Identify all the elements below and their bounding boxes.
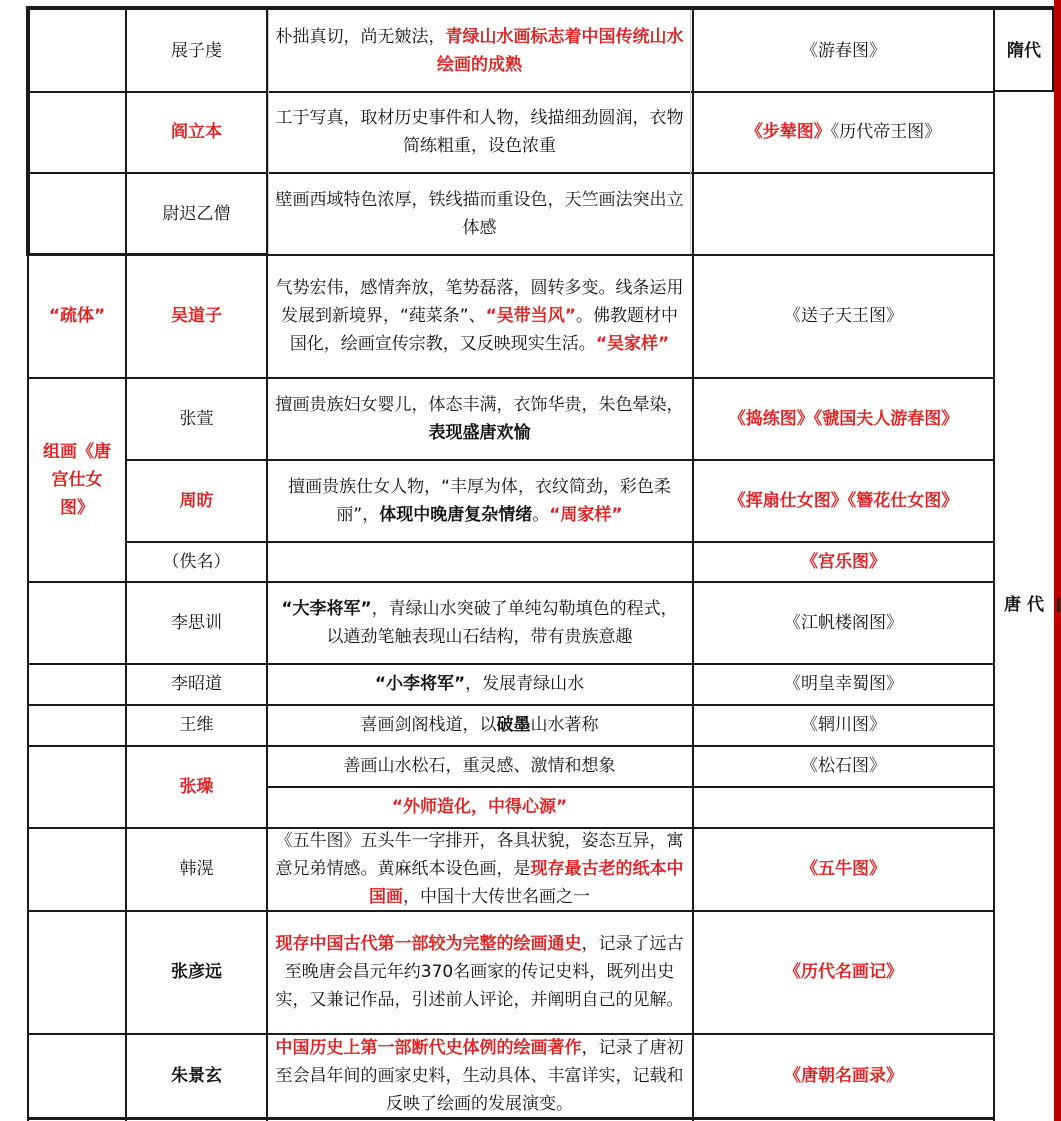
- rich-text: [784, 670, 903, 698]
- desc-zhangzao: [267, 746, 692, 786]
- text-segment: 《送子天王图》: [784, 306, 903, 326]
- col-divider: [993, 6, 995, 1121]
- artist-zhangxuan: 张萱: [127, 378, 266, 459]
- text-segment: 山水著称: [530, 715, 599, 735]
- text-segment: 现存中国古代第一部较为完整的绘画通史: [275, 934, 582, 954]
- text-segment: 善画山水松石，重灵感、激情和想象: [343, 756, 616, 776]
- artist-yanliben: 阎立本: [127, 92, 266, 172]
- desc-zhangxuan: [267, 378, 692, 459]
- works-wudaozi: [693, 255, 994, 377]
- text-segment: 《明皇幸蜀图》: [784, 674, 903, 694]
- works-hanhuang: [693, 828, 994, 910]
- left-border: [26, 6, 30, 256]
- rich-text: [746, 118, 942, 146]
- rich-text: [275, 104, 684, 160]
- works-zhanziqian: [693, 10, 994, 91]
- rich-text: [801, 711, 886, 739]
- text-segment: 《唐朝名画录》: [784, 1065, 903, 1086]
- left-border-lower: [27, 255, 29, 1121]
- row-divider: [995, 90, 1053, 92]
- rich-text: [729, 487, 959, 515]
- artist-wangwei: 王维: [127, 705, 266, 745]
- top-border: [28, 6, 1055, 10]
- rich-text: [375, 670, 584, 698]
- works-zhangyanyuan: [693, 911, 994, 1033]
- text-segment: 朴拙真切，尚无皴法，: [275, 26, 446, 47]
- desc-yuchiyiseng: [267, 173, 692, 254]
- text-segment: 壁画西域特色浓厚，铁线描而重设色，天竺画法突出立体感: [275, 189, 684, 238]
- dynasty-sui: 隋代: [995, 10, 1053, 91]
- text-segment: 破墨: [496, 715, 531, 735]
- red-edge-bar: [1054, 0, 1061, 1121]
- text-segment: 现存最古老的纸本中国画: [369, 859, 684, 907]
- col-divider: [692, 6, 694, 1121]
- rich-text: [344, 752, 616, 780]
- row-divider: [28, 1117, 995, 1120]
- rich-text: [784, 302, 903, 330]
- desc-zhoufang: [267, 460, 692, 541]
- text-segment: “周家样”: [549, 504, 623, 525]
- works-zhangzao-blank: [693, 787, 994, 827]
- group-cell-zhujingxuan: [28, 1034, 126, 1117]
- rich-text: [275, 595, 684, 651]
- text-segment: 工于写真，取材历史事件和人物，线描细劲圆润，衣物简练粗重，设色浓重: [275, 108, 684, 156]
- desc-wudaozi: [267, 255, 692, 377]
- rich-text: [275, 930, 684, 1014]
- text-segment: 《游春图》: [801, 40, 886, 61]
- group-cell-zhangyanyuan: [28, 911, 126, 1033]
- works-lisixun: [693, 582, 994, 663]
- text-segment: “小李将军”: [374, 674, 466, 694]
- row-divider: [28, 910, 995, 912]
- rich-text: [275, 1034, 684, 1118]
- text-segment: 《辋川图》: [801, 715, 886, 735]
- artist-lisixun: 李思训: [127, 582, 266, 663]
- works-zhangxuan: [693, 378, 994, 459]
- text-segment: 《松石图》: [801, 756, 886, 776]
- rich-text: [275, 274, 684, 358]
- works-lizhaodao: [693, 664, 994, 704]
- inner-shadow-line: [690, 10, 691, 254]
- rich-text: [392, 793, 567, 821]
- group-cell-row2: [28, 92, 126, 172]
- row-divider: [28, 1033, 995, 1035]
- row-divider: [28, 253, 268, 256]
- rich-text: [801, 855, 886, 883]
- text-segment: 中国历史上第一部断代史体例的绘画著作: [275, 1037, 582, 1058]
- text-segment: “大李将军”: [281, 598, 372, 619]
- group-tang-gongshi: 组画《唐宫仕女图》: [28, 378, 126, 581]
- desc-yanliben: [267, 92, 692, 172]
- text-segment: 《历代帝王图》: [830, 122, 942, 142]
- rich-text: [275, 186, 684, 242]
- artist-zhangzao: 张璪: [127, 746, 266, 827]
- group-cell-row1: [28, 10, 126, 91]
- artist-zhoufang: 周昉: [127, 460, 266, 541]
- text-segment: ，青绿山水突破了单纯勾勒填色的程式，以遒劲笔触表现山石结构，带有贵族意趣: [326, 598, 678, 647]
- text-segment: 气势宏伟，感情奔放，笔势磊落，圆转多变。线条运用发展到新境界，“莼菜条”、: [275, 278, 684, 326]
- rich-text: [275, 473, 684, 529]
- text-segment: 。佛教题材中国化，绘画宣传宗教，又反映现实生活。: [289, 306, 678, 354]
- text-segment: 青绿山水画标志着中国传统山水绘画的成熟: [437, 26, 684, 75]
- artist-zhujingxuan: 朱景玄: [127, 1034, 266, 1117]
- text-segment: 《宫乐图》: [801, 551, 886, 572]
- text-segment: 。: [532, 504, 550, 525]
- row-divider: [28, 827, 995, 829]
- text-segment: 《捣练图》《虢国夫人游春图》: [728, 408, 959, 429]
- desc-lisixun: [267, 582, 692, 663]
- works-wangwei: [693, 705, 994, 745]
- desc-anonymous: [267, 542, 692, 581]
- group-cell-wangwei: [28, 705, 126, 745]
- desc-lizhaodao: [267, 664, 692, 704]
- text-segment: 擅画贵族妇女婴儿，体态丰满，衣饰华贵，朱色晕染，: [275, 394, 684, 415]
- rich-text: [801, 37, 886, 65]
- rich-text: [275, 23, 684, 79]
- text-segment: ，发展青绿山水: [465, 674, 585, 694]
- rich-text: [729, 405, 959, 433]
- text-segment: 喜画剑阁栈道，以: [360, 715, 497, 735]
- row-divider: [28, 377, 995, 379]
- rich-text: [275, 391, 684, 447]
- col-divider: [125, 6, 127, 1121]
- text-segment: 《挥扇仕女图》《簪花仕女图》: [728, 490, 959, 511]
- group-cell-row3: [28, 173, 126, 254]
- row-divider: [28, 581, 995, 583]
- group-cell-zhangzao: [28, 746, 126, 827]
- text-segment: 《五牛图》: [801, 859, 886, 879]
- artist-hanhuang: 韩滉: [127, 828, 266, 910]
- artist-yuchiyiseng: 尉迟乙僧: [127, 173, 266, 254]
- artist-zhangyanyuan: 张彦远: [127, 911, 266, 1033]
- artist-lizhaodao: 李昭道: [127, 664, 266, 704]
- desc-zhanziqian: [267, 10, 692, 91]
- works-zhujingxuan: [693, 1034, 994, 1117]
- text-segment: ，记录了唐初至会昌年间的画家史料，生动具体、丰富详实，记载和反映了绘画的发展演变。: [275, 1037, 684, 1114]
- row-divider: [127, 459, 995, 461]
- row-divider: [28, 704, 995, 706]
- text-segment: ，中国十大传世名画之一: [403, 887, 590, 907]
- works-zhoufang: [693, 460, 994, 541]
- inner-shadow-line: [268, 10, 269, 254]
- desc-zhangzao-quote: [267, 787, 692, 827]
- text-segment: 表现盛唐欢愉: [428, 422, 531, 443]
- group-shuti: “疏体”: [28, 255, 126, 377]
- text-segment: 《五牛图》五头牛一字排开，各具状貌，姿态互异，寓意兄弟情感。黄麻纸本设色画，是: [275, 831, 684, 879]
- group-cell-lizhaodao: [28, 664, 126, 704]
- row-divider: [28, 663, 995, 665]
- works-zhangzao: [693, 746, 994, 786]
- desc-hanhuang: [267, 828, 692, 910]
- row-divider: [28, 91, 995, 93]
- text-segment: ，记录了远古至晚唐会昌元年约370名画家的传记史料，既列出史实，又兼记作品，引述前人评论，并阐明自己的见解。: [275, 934, 684, 1010]
- row-divider: [28, 745, 995, 747]
- text-segment: “吴带当风”: [485, 306, 576, 326]
- group-cell-lisixun: [28, 582, 126, 663]
- works-yuchiyiseng: [693, 173, 994, 254]
- group-cell-hanhuang: [28, 828, 126, 910]
- row-divider: [28, 172, 995, 174]
- dynasty-tang: 唐 代: [995, 92, 1053, 1117]
- rich-text: [801, 548, 886, 576]
- rich-text: [361, 711, 599, 739]
- text-segment: “吴家样”: [595, 334, 670, 354]
- rich-text: [784, 1062, 903, 1090]
- text-segment: 《历代名画记》: [784, 962, 903, 982]
- desc-zhujingxuan: [267, 1034, 692, 1117]
- text-segment: 《江帆楼阁图》: [784, 612, 903, 633]
- text-segment: “外师造化，中得心源”: [391, 797, 568, 817]
- text-segment: 体现中晚唐复杂情绪: [379, 504, 533, 525]
- text-segment: 《步辇图》: [745, 122, 831, 142]
- rich-text: [784, 609, 903, 637]
- rich-text: [275, 827, 684, 911]
- edge-tick: [1057, 598, 1060, 612]
- row-divider: [268, 254, 995, 256]
- works-yanliben: [693, 92, 994, 172]
- artist-anonymous: （佚名）: [127, 542, 266, 581]
- works-anonymous: [693, 542, 994, 581]
- artist-wudaozi: 吴道子: [127, 255, 266, 377]
- text-segment: 擅画贵族仕女人物，“丰厚为体，衣纹简劲，彩色柔丽”，: [288, 476, 671, 525]
- desc-wangwei: [267, 705, 692, 745]
- row-divider: [127, 541, 995, 543]
- rich-text: [801, 752, 886, 780]
- desc-zhangyanyuan: [267, 911, 692, 1033]
- row-divider: [268, 786, 995, 788]
- rich-text: [784, 958, 903, 986]
- artist-zhanziqian: 展子虔: [127, 10, 266, 91]
